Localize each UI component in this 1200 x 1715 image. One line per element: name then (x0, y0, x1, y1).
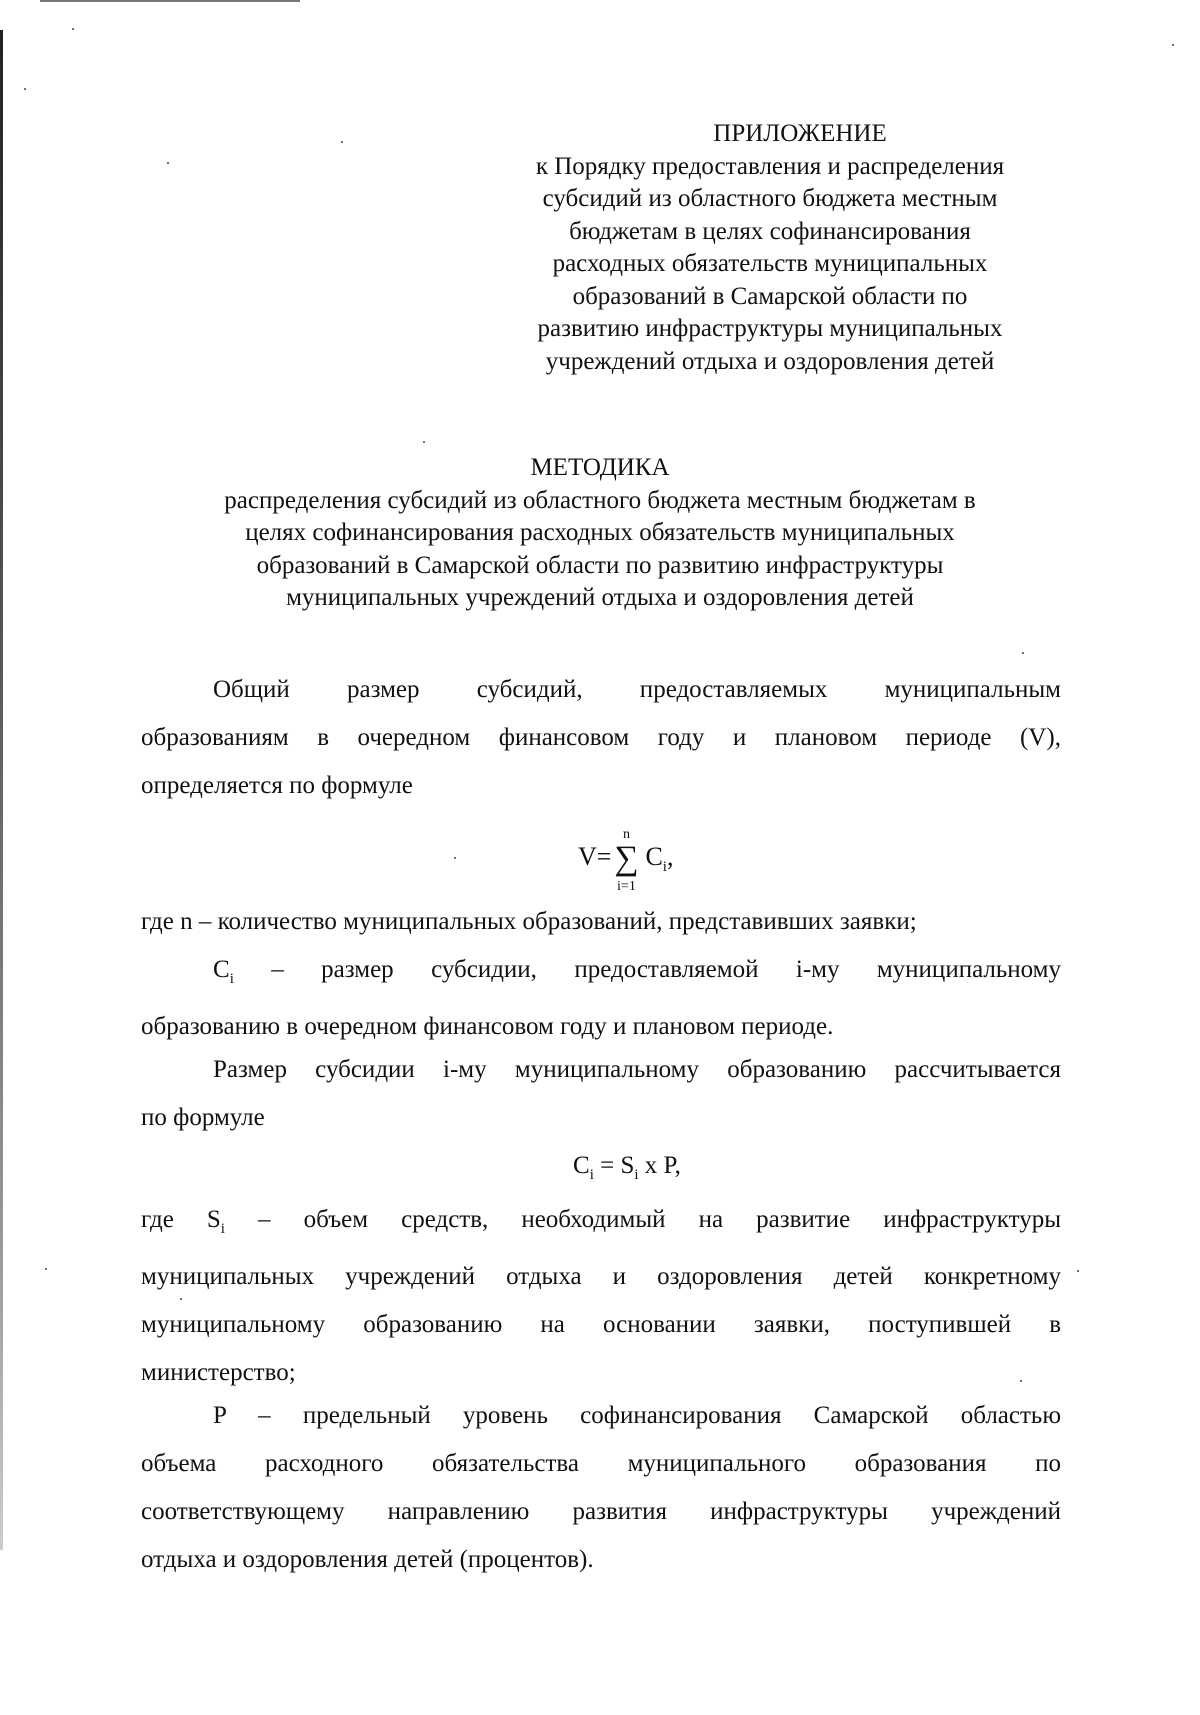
formula-tail: , (666, 842, 674, 871)
formula-s-sub: i (634, 1167, 639, 1183)
methodology-line: муниципальных учреждений отдыха и оздоровления детей (286, 584, 914, 611)
formula-term: C (645, 842, 663, 871)
paragraph-line: P – предельный уровень софинансирования Самарской областью (213, 1402, 1061, 1429)
appendix-title: ПРИЛОЖЕНИЕ (713, 120, 887, 147)
paragraph-calc-intro (141, 1046, 1061, 1142)
paragraph-text: – объем средств, необходимый на развитие инфраструктуры (224, 1206, 1061, 1233)
appendix-line: образований в Самарской области по (572, 282, 968, 310)
paragraph-line: Размер субсидии i-му муниципальному образованию рассчитывается (213, 1056, 1061, 1083)
formula-tail: x P, (638, 1152, 681, 1179)
appendix-header (470, 118, 1070, 378)
paragraph-line: объема расходного обязательства муниципального образования по (141, 1450, 1061, 1477)
paragraph-line: образованию в очередном финансовом году и плановом периоде. (141, 1013, 834, 1040)
paragraph-line: где n – количество муниципальных образований, представивших заявки; (141, 908, 917, 935)
formula-total (578, 827, 674, 895)
appendix-line: к Порядку предоставления и распределения (535, 152, 1005, 180)
paragraph-line (141, 1196, 1061, 1253)
scan-speck (454, 857, 456, 859)
paragraph-line: определяется по формуле (141, 772, 413, 799)
paragraph-line: по формуле (141, 1104, 265, 1131)
formula-c-sub: i (589, 1167, 594, 1183)
paragraph-total-subsidy (141, 666, 1061, 810)
methodology-heading (140, 452, 1060, 615)
formula-ci (573, 1152, 681, 1184)
appendix-line: субсидий из областного бюджета местным (542, 185, 998, 212)
paragraph-line: муниципальному образованию на основании заявки, поступившей в (141, 1311, 1061, 1338)
formula-eq: = S (593, 1152, 635, 1179)
scan-speck (341, 141, 343, 143)
methodology-line: распределения субсидий из областного бюджета местным бюджетам в (224, 486, 976, 514)
sum-symbol (611, 827, 641, 895)
scan-speck (1172, 44, 1174, 46)
scan-speck (1022, 652, 1024, 654)
appendix-line: расходных обязательств муниципальных (552, 250, 988, 277)
paragraph-line: образованиям в очередном финансовом году и плановом периоде (V), (141, 724, 1061, 751)
paragraph-line: Общий размер субсидий, предоставляемых муниципальным (213, 676, 1061, 703)
sigma-icon: ∑ (614, 840, 639, 878)
appendix-line: развитию инфраструктуры муниципальных (537, 315, 1003, 342)
methodology-title: МЕТОДИКА (530, 454, 670, 481)
scan-speck (1077, 1270, 1079, 1272)
scan-speck (423, 441, 425, 443)
scan-speck (167, 162, 169, 164)
paragraph-p-definition (141, 1392, 1061, 1584)
paragraph-text: – размер субсидии, предоставляемой i-му муниципальному (233, 956, 1061, 983)
paragraph-ci-definition (141, 946, 1061, 1051)
paragraph-text: где S (141, 1206, 221, 1233)
paragraph-n-definition (141, 898, 1061, 946)
paragraph-line: соответствующему направлению развития инфраструктуры учреждений (141, 1498, 1061, 1525)
formula-term-sub: i (662, 859, 667, 876)
paragraph-line: отдыха и оздоровления детей (процентов). (141, 1546, 594, 1573)
sum-upper-limit: n (622, 827, 630, 843)
appendix-line: бюджетам в целях софинансирования (569, 217, 971, 245)
appendix-line: учреждений отдыха и оздоровления детей (545, 347, 995, 375)
paragraph-line (141, 946, 1061, 1003)
methodology-line: образований в Самарской области по развитию инфраструктуры (256, 551, 944, 579)
sum-lower-limit: i=1 (617, 879, 636, 895)
paragraph-line: министерство; (141, 1359, 296, 1386)
paragraph-line: муниципальных учреждений отдыха и оздоровления детей конкретному (141, 1263, 1061, 1290)
symbol-s-sub: i (220, 1221, 225, 1237)
symbol-c: C (213, 956, 230, 983)
formula-c: C (573, 1152, 590, 1179)
scan-speck (72, 28, 74, 30)
formula-lhs: V= (578, 842, 612, 871)
scan-edge (0, 30, 3, 1550)
scan-speck (24, 88, 26, 90)
methodology-line: целях софинансирования расходных обязательств муниципальных (245, 519, 955, 546)
scan-speck (45, 1268, 47, 1270)
scan-top-edge (40, 0, 300, 2)
symbol-c-sub: i (229, 971, 234, 987)
paragraph-si-definition (141, 1196, 1061, 1397)
